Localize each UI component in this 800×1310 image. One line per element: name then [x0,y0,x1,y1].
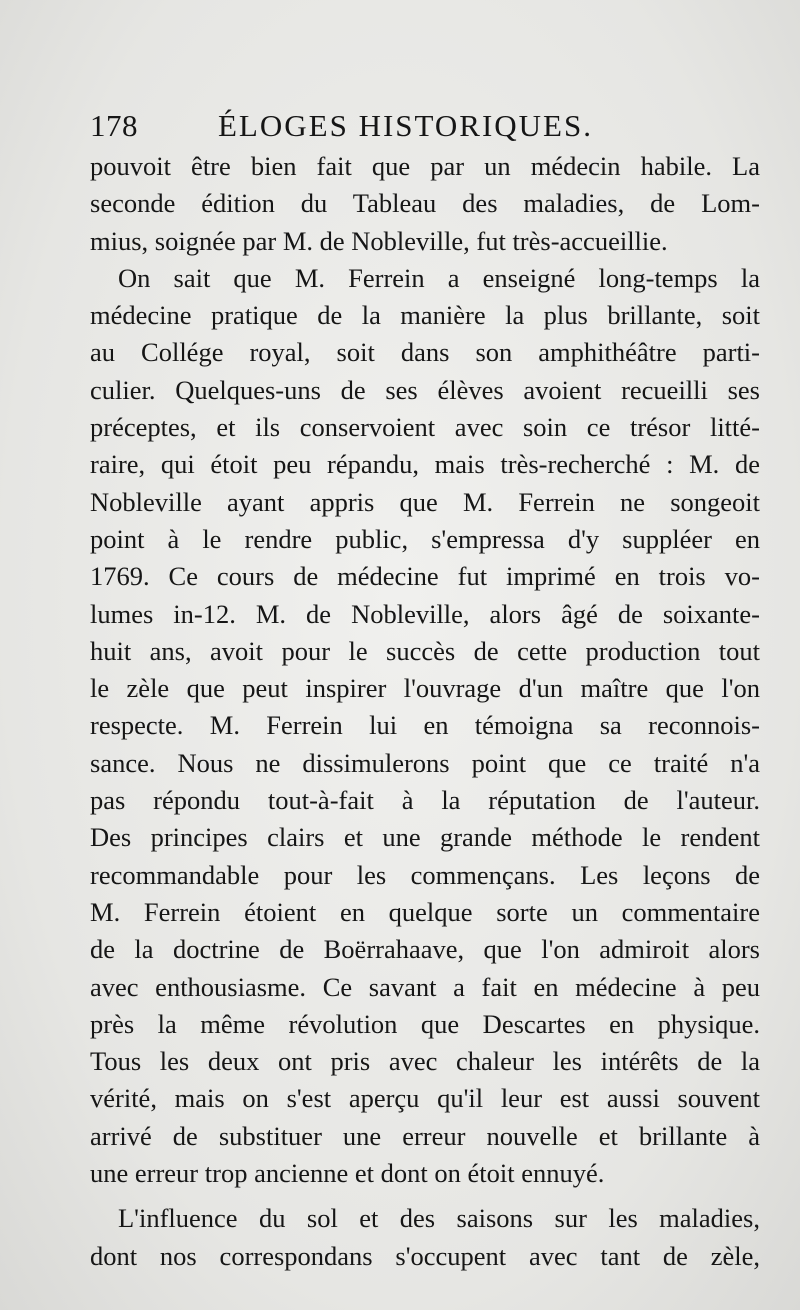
text-line: seconde édition du Tableau des maladies, de Lom- [90,188,760,219]
text-line: près la même révolution que Descartes en physique. [90,1008,760,1039]
text-line: une erreur trop ancienne et dont on étoit ennuyé. [90,1158,605,1189]
text-line: culier. Quelques-uns de ses élèves avoient recueilli ses [90,374,760,405]
text-line: M. Ferrein étoient en quelque sorte un commentaire [90,896,760,927]
paragraph-gap [90,1192,760,1200]
text-line: pouvoit être bien fait que par un médecin habile. La [90,151,760,181]
text-line: lumes in-12. M. de Nobleville, alors âgé de soixante- [90,598,760,629]
paragraph-first-line: On sait que M. Ferrein a enseigné long-temps la [118,262,760,293]
text-line: Nobleville ayant appris que M. Ferrein ne songeoit [90,486,760,517]
text-line: de la doctrine de Boërrahaave, que l'on admiroit alors [90,934,760,965]
text-line: préceptes, et ils conservoient avec soin ce trésor litté- [90,412,760,443]
text-line: mius, soignée par M. de Nobleville, fut très-accueillie. [90,225,668,256]
text-line: sance. Nous ne dissimulerons point que ce traité n'a [90,747,760,778]
running-head [90,108,750,148]
body-text [90,148,760,1275]
text-line: avec enthousiasme. Ce savant a fait en médecine à peu [90,971,760,1002]
text-line: arrivé de substituer une erreur nouvelle et brillante à [90,1120,760,1151]
text-line: Des principes clairs et une grande méthode le rendent [90,822,760,853]
text-line: vérité, mais on s'est aperçu qu'il leur est aussi souvent [90,1083,760,1114]
text-line: point à le rendre public, s'empressa d'y suppléer en [90,523,760,554]
running-title: ÉLOGES HISTORIQUES. [218,108,593,143]
text-line: le zèle que peut inspirer l'ouvrage d'un maître que l'on [90,673,760,704]
text-line: dont nos correspondans s'occupent avec tant de zèle, [90,1240,760,1271]
text-line: Tous les deux ont pris avec chaleur les intérêts de la [90,1046,760,1077]
page-number: 178 [90,108,138,143]
text-line: recommandable pour les commençans. Les leçons de [90,859,760,890]
text-line: raire, qui étoit peu répandu, mais très-recherché : M. de [90,449,760,480]
text-line: respecte. M. Ferrein lui en témoigna sa reconnois- [90,710,760,741]
text-line: au Collége royal, soit dans son amphithéâtre parti- [90,337,760,368]
text-line: médecine pratique de la manière la plus brillante, soit [90,300,760,331]
text-line: pas répondu tout-à-fait à la réputation de l'auteur. [90,785,760,816]
text-line: 1769. Ce cours de médecine fut imprimé en trois vo- [90,561,760,592]
paragraph-first-line: L'influence du sol et des saisons sur les maladies, [118,1203,760,1234]
text-line: huit ans, avoit pour le succès de cette production tout [90,635,760,666]
